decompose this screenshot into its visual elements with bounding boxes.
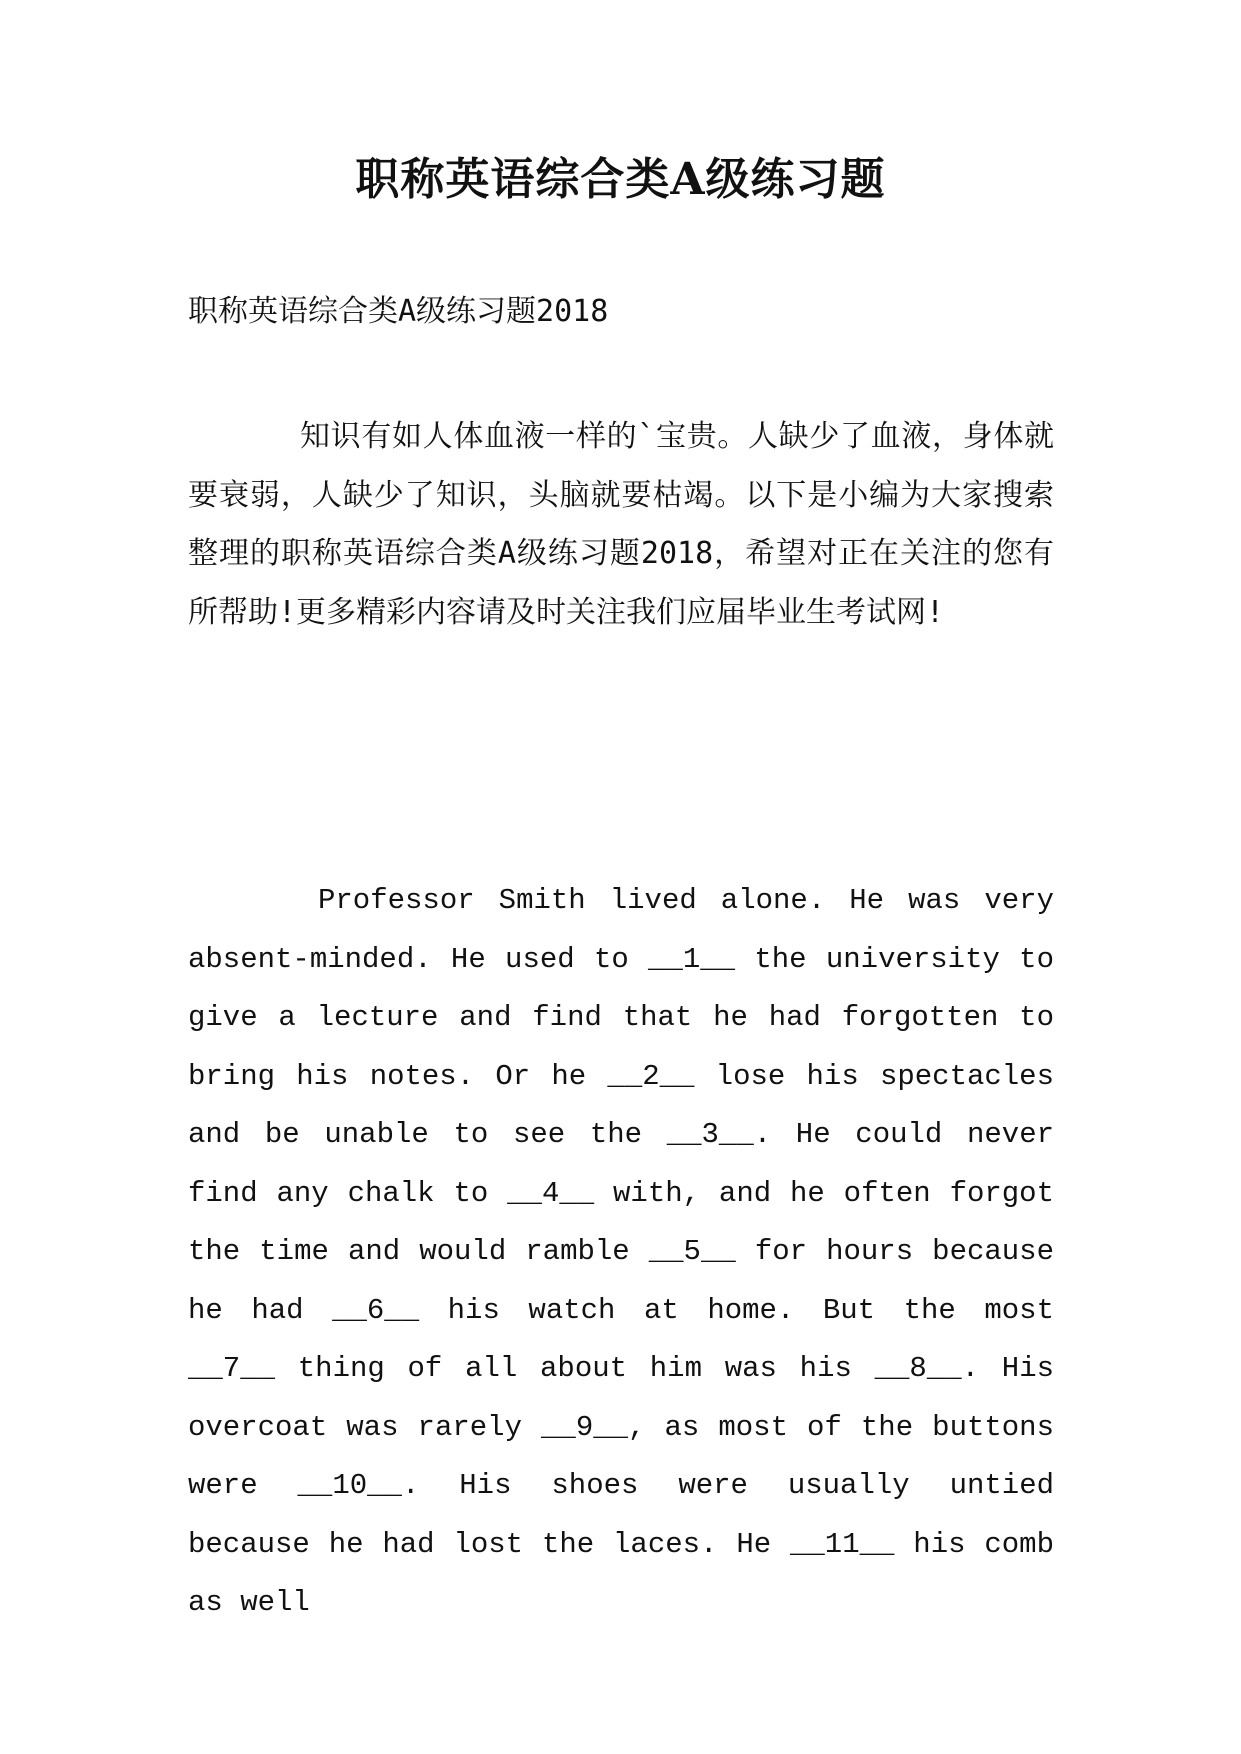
document-subtitle: 职称英语综合类A级练习题2018 <box>188 294 609 329</box>
document-title: 职称英语综合类A级练习题 <box>355 154 886 205</box>
intro-paragraph: 知识有如人体血液一样的`宝贵。人缺少了血液，身体就要衰弱，人缺少了知识，头脑就要枯竭。以下是小编为大家搜索整理的职称英语综合类A级练习题2018，希望对正在关注的您有所帮助!更多精彩内容请及时关注我们应届毕业生考试网! <box>188 419 1054 630</box>
cloze-passage: Professor Smith lived alone. He was very absent-minded. He used to __1__ the university to give a lecture and find that he had forgotten to bring his notes. Or he __2__ lose his spectacles and be unable to see the __3__. He could never find any chalk to __4__ with, and he often forgot the time and would ramble __5__ for hours because he had __6__ his watch at home. But the most __7__ thing of all about him was his __8__. His overcoat was rarely __9__, as most of the buttons were __10__. His shoes were usually untied because he had lost the laces. He __11__ his comb as well <box>188 884 1054 1619</box>
